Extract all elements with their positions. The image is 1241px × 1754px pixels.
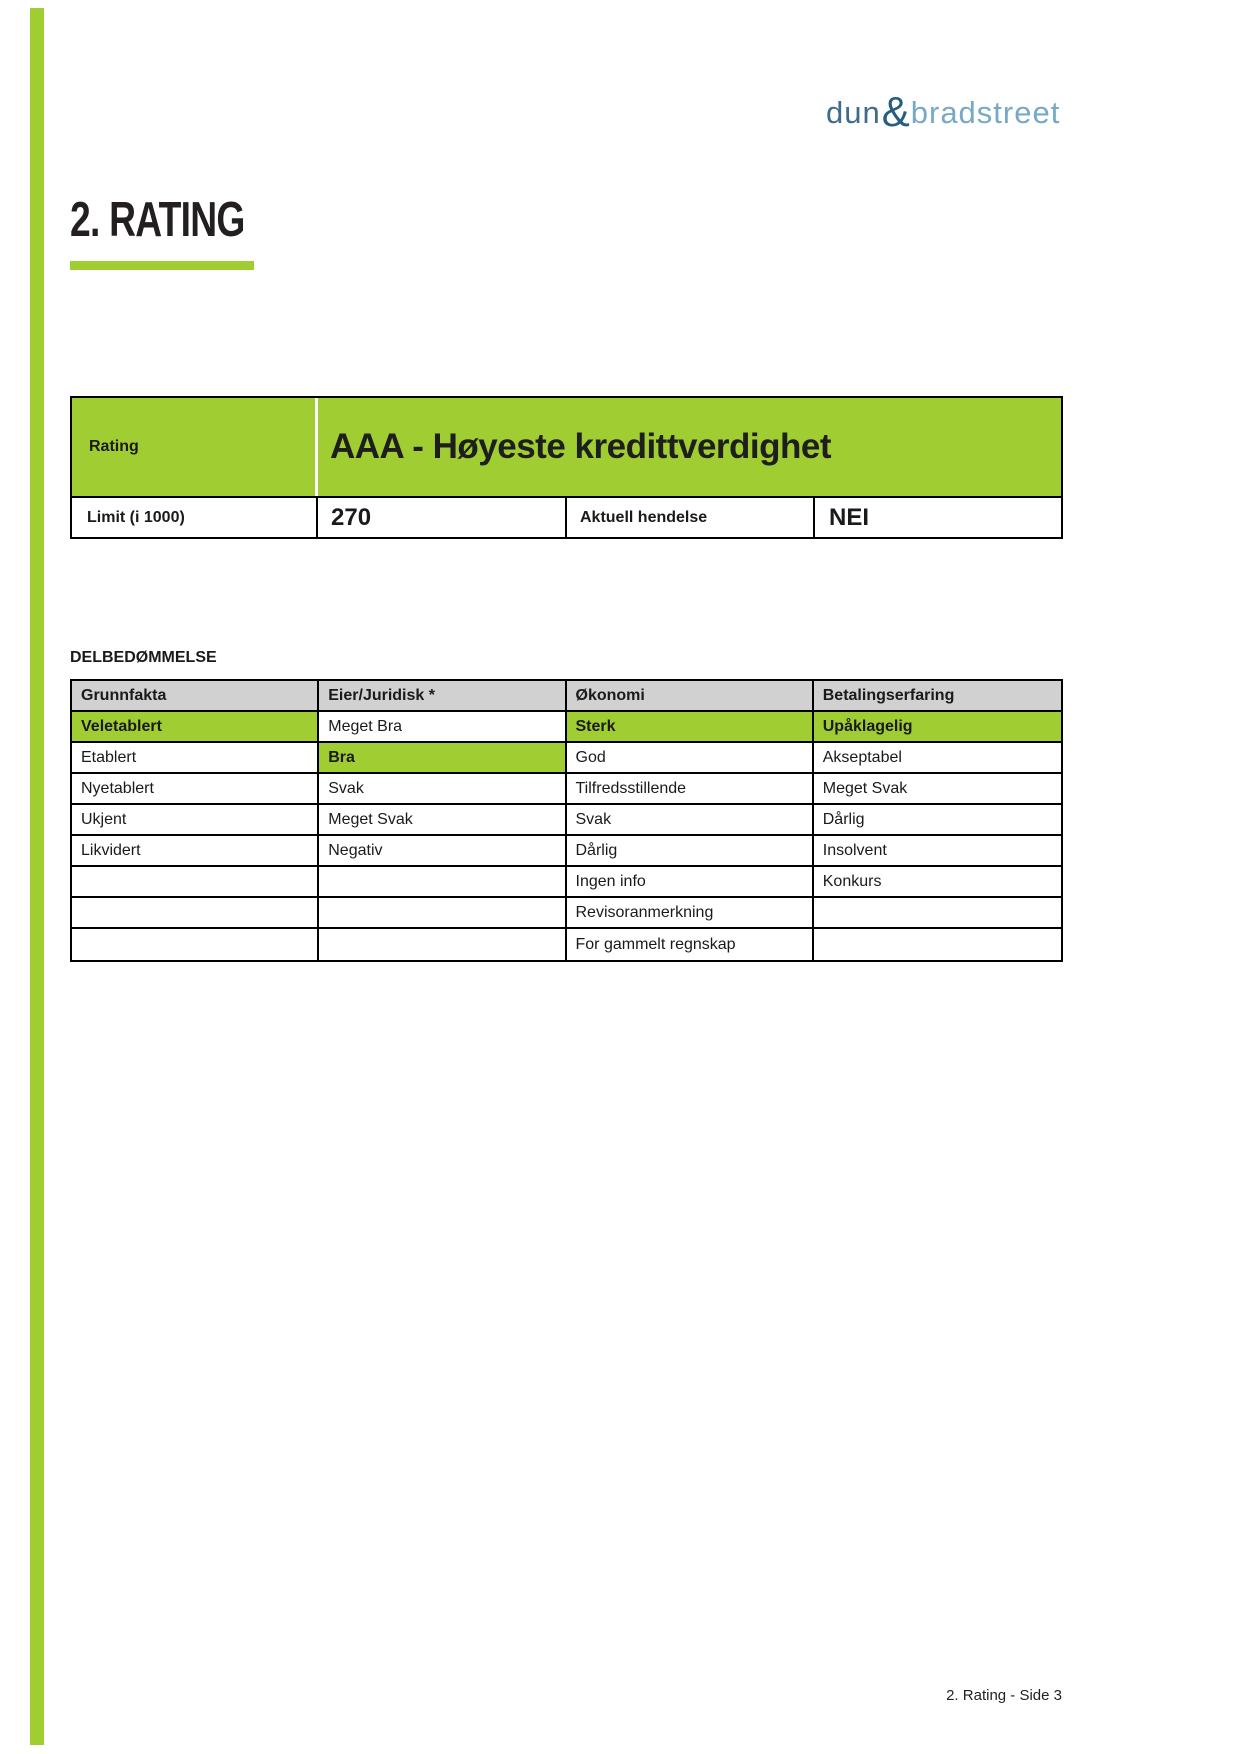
highlighted-cell: Upåklagelig: [814, 712, 1061, 743]
event-label-cell: Aktuell hendelse: [567, 498, 815, 537]
table-cell: Meget Svak: [814, 774, 1061, 805]
delbedommelse-header-row: [72, 681, 1061, 712]
limit-row: [72, 498, 1061, 537]
logo-ampersand-icon: &: [881, 88, 910, 135]
table-cell: Revisoranmerkning: [567, 898, 814, 929]
table-cell: Svak: [319, 774, 566, 805]
table-cell: [814, 898, 1061, 929]
table-cell: Dårlig: [814, 805, 1061, 836]
table-cell: Ingen info: [567, 867, 814, 898]
table-cell: God: [567, 743, 814, 774]
table-cell: Svak: [567, 805, 814, 836]
table-cell: [72, 867, 319, 898]
logo-text-bradstreet: bradstreet: [910, 95, 1061, 130]
table-row-8: [72, 929, 1061, 960]
table-cell: Negativ: [319, 836, 566, 867]
limit-label-cell: Limit (i 1000): [72, 498, 318, 537]
table-cell: [319, 867, 566, 898]
table-cell: Likvidert: [72, 836, 319, 867]
left-accent-bar: [30, 8, 44, 1745]
title-underline: [70, 261, 254, 270]
rating-value-cell: AAA - Høyeste kredittverdighet: [318, 398, 1061, 496]
delbedommelse-heading: DELBEDØMMELSE: [70, 649, 217, 666]
event-value-cell: NEI: [815, 498, 1061, 537]
highlighted-cell: Sterk: [567, 712, 814, 743]
delbedommelse-table: [70, 679, 1063, 962]
highlighted-cell: Veletablert: [72, 712, 319, 743]
table-cell: Tilfredsstillende: [567, 774, 814, 805]
table-row-3: [72, 774, 1061, 805]
table-cell: Nyetablert: [72, 774, 319, 805]
dun-bradstreet-logo: [826, 85, 1060, 133]
table-row-7: [72, 898, 1061, 929]
logo-text-dun: dun: [826, 95, 881, 130]
table-cell: Meget Bra: [319, 712, 566, 743]
table-cell: Dårlig: [567, 836, 814, 867]
table-cell: Insolvent: [814, 836, 1061, 867]
column-header-3: Økonomi: [567, 681, 814, 712]
table-cell: [319, 929, 566, 960]
table-cell: Ukjent: [72, 805, 319, 836]
table-row-2: [72, 743, 1061, 774]
table-row-5: [72, 836, 1061, 867]
table-cell: For gammelt regnskap: [567, 929, 814, 960]
limit-value-cell: 270: [318, 498, 567, 537]
table-cell: Etablert: [72, 743, 319, 774]
table-cell: Meget Svak: [319, 805, 566, 836]
rating-table: [70, 396, 1063, 539]
table-row-6: [72, 867, 1061, 898]
column-header-2: Eier/Juridisk *: [319, 681, 566, 712]
table-row-1: [72, 712, 1061, 743]
table-cell: [319, 898, 566, 929]
page-footer: 2. Rating - Side 3: [946, 1687, 1062, 1704]
column-header-1: Grunnfakta: [72, 681, 319, 712]
highlighted-cell: Bra: [319, 743, 566, 774]
table-cell: Akseptabel: [814, 743, 1061, 774]
table-row-4: [72, 805, 1061, 836]
table-cell: Konkurs: [814, 867, 1061, 898]
column-header-4: Betalingserfaring: [814, 681, 1061, 712]
table-cell: [72, 898, 319, 929]
table-cell: [814, 929, 1061, 960]
page-title: 2. RATING: [70, 193, 245, 247]
rating-header-row: [72, 398, 1061, 498]
rating-label-cell: Rating: [72, 398, 318, 496]
table-cell: [72, 929, 319, 960]
